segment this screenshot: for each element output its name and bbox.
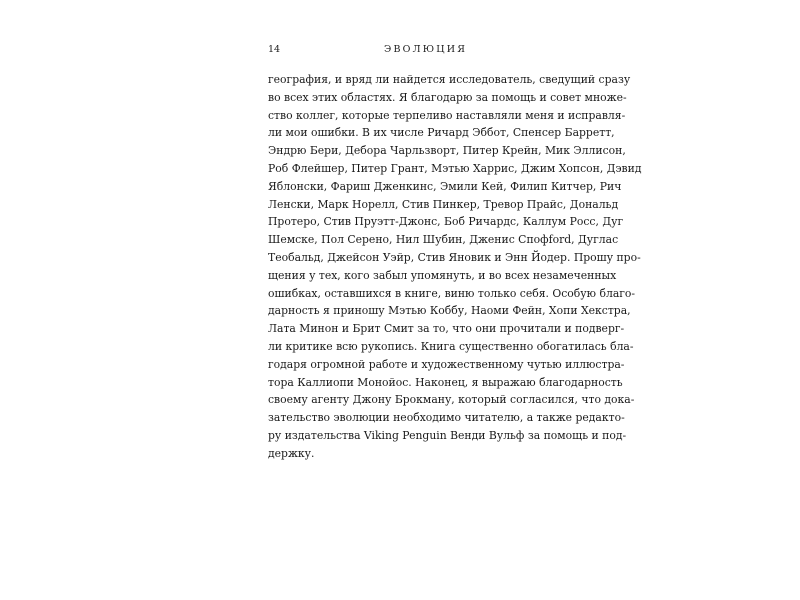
text-line: Шемске, Пол Серено, Нил Шубин, Дженис Спофford, Дуглас — [268, 233, 619, 247]
text-line: ошибках, оставшихся в книге, виню только себя. Особую благо- — [268, 286, 636, 300]
text-line: дарность я приношу Мэтью Коббу, Наоми Фейн, Хопи Хекстра, — [268, 304, 631, 318]
text-line: география, и вряд ли найдется исследователь, сведущий сразу — [268, 73, 631, 86]
text-line: ру издательства Viking Penguin Венди Вульф за помощь и под- — [268, 428, 627, 442]
text-line: ли мои ошибки. В их числе Ричард Эббот, Спенсер Барретт, — [268, 126, 615, 140]
text-line: ство коллег, которые терпеливо наставляли меня и исправля- — [268, 108, 626, 122]
text-line: ли критике всю рукопись. Книга существенно обогатилась бла- — [268, 339, 634, 353]
running-title: ЭВОЛЮЦИЯ — [384, 44, 468, 55]
text-line: Роб Флейшер, Питер Грант, Мэтью Харрис, Джим Хопсон, Дэвид — [268, 161, 642, 175]
text-line: Яблонски, Фариш Дженкинс, Эмили Кей, Филип Китчер, Рич — [268, 179, 622, 193]
text-line: тора Каллиопи Монойос. Наконец, я выражаю благодарность — [268, 375, 623, 389]
text-line: зательство эволюции необходимо читателю, а также редакто- — [268, 411, 625, 425]
text-line: щения у тех, кого забыл упомянуть, и во всех незамеченных — [268, 268, 617, 282]
text-line: Теобальд, Джейсон Уэйр, Стив Яновик и Энн Йодер. Прошу про- — [268, 250, 641, 264]
body-text — [268, 71, 642, 463]
text-line: Эндрю Бери, Дебора Чарльзворт, Питер Крейн, Мик Эллисон, — [268, 144, 626, 158]
text-line: своему агенту Джону Брокману, который согласился, что дока- — [268, 393, 635, 407]
text-line: годаря огромной работе и художественному чутью иллюстра- — [268, 357, 625, 371]
text-line: Лата Минон и Брит Смит за то, что они прочитали и подверг- — [268, 322, 625, 336]
text-line: держку. — [268, 446, 315, 460]
running-head — [268, 43, 561, 57]
text-line: Протеро, Стив Пруэтт-Джонс, Боб Ричардс, Каллум Росс, Дуг — [268, 215, 624, 229]
page-number: 14 — [268, 44, 281, 55]
text-line: во всех этих областях. Я благодарю за помощь и совет множе- — [268, 90, 627, 104]
text-line: Ленски, Марк Норелл, Стив Пинкер, Тревор Прайс, Дональд — [268, 197, 619, 211]
